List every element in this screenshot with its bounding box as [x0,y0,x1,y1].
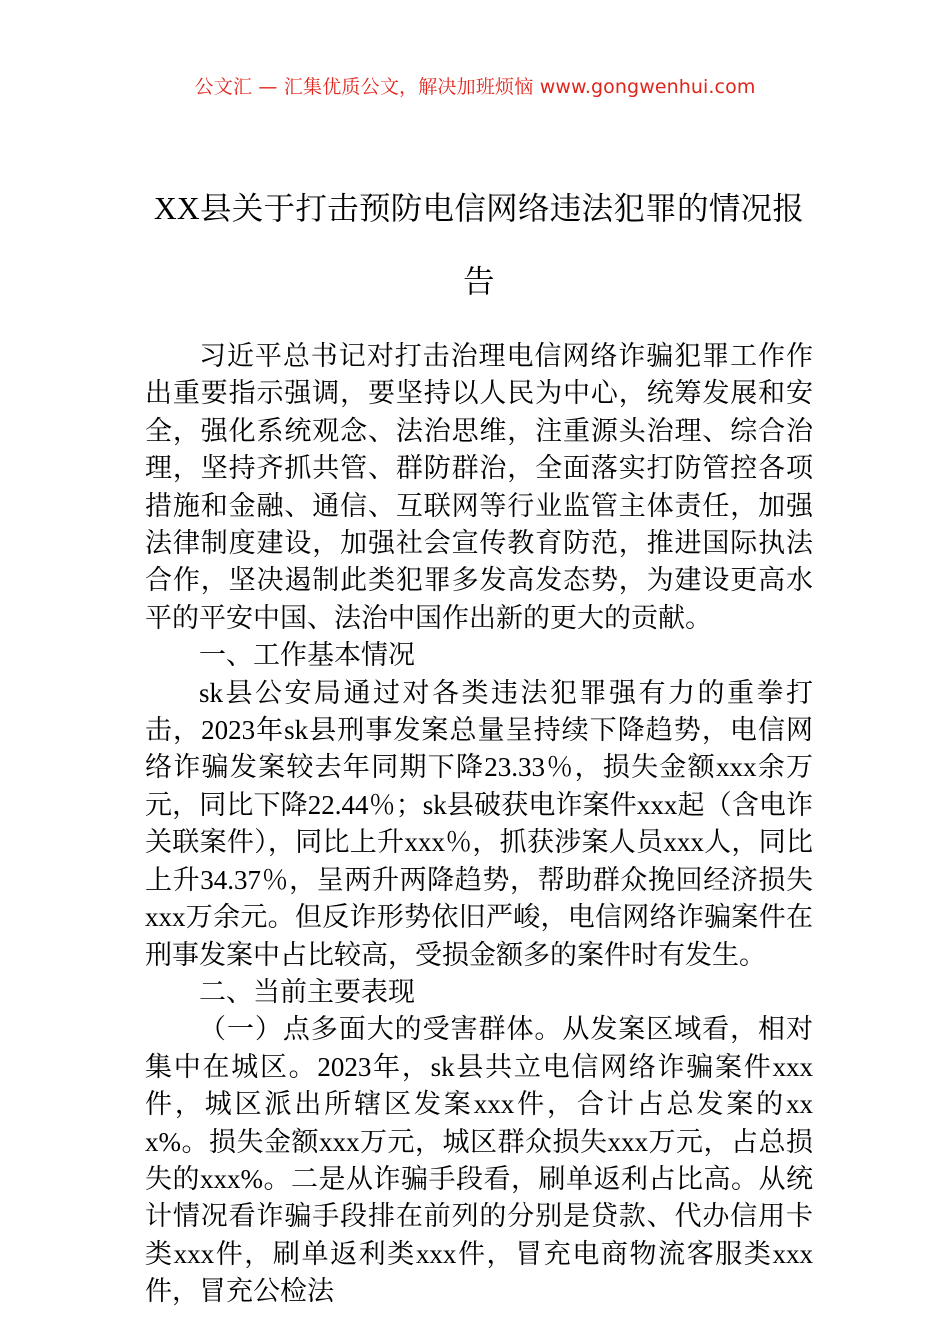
paragraph-preamble: 习近平总书记对打击治理电信网络诈骗犯罪工作作出重要指示强调，要坚持以人民为中心，统筹发展和安全，强化系统观念、法治思维，注重源头治理、综合治理，坚持齐抓共管、群防群治，全面落实打防管控各项措施和金融、通信、互联网等行业监管主体责任，加强法律制度建设，加强社会宣传教育防范，推进国际执法合作，坚决遏制此类犯罪多发高发态势，为建设更高水平的平安中国、法治中国作出新的更大的贡献。 [145,341,813,633]
document-body [145,338,813,1311]
site-watermark-header [0,78,950,97]
site-brand-text: 公文汇 — 汇集优质公文，解决加班烦恼 [194,76,534,98]
document-title: XX县关于打击预防电信网络违法犯罪的情况报告 [153,191,805,299]
section-heading-one: 一、工作基本情况 [199,640,415,671]
paragraph-section-two-item-one: （一）点多面大的受害群体。从发案区域看，相对集中在城区。2023年，sk县共立电信网络诈骗案件xxx件，城区派出所辖区发案xxx件，合计占总发案的xxx%。损失金额xxx万元，城区群众损失xxx万元，占总损失的xxx%。二是从诈骗手段看，刷单返利占比高。从统计情况看诈骗手段排在前列的分别是贷款、代办信用卡类xxx件，刷单返利类xxx件，冒充电商物流客服类xxx件，冒充公检法 [145,1014,813,1307]
paragraph-section-one-body: sk县公安局通过对各类违法犯罪强有力的重拳打击，2023年sk县刑事发案总量呈持续下降趋势，电信网络诈骗发案较去年同期下降23.33％，损失金额xxx余万元，同比下降22.44％；sk县破获电诈案件xxx起（含电诈关联案件），同比上升xxx％，抓获涉案人员xxx人，同比上升34.37％，呈两升两降趋势，帮助群众挽回经济损失xxx万余元。但反诈形势依旧严峻，电信网络诈骗案件在刑事发案中占比较高，受损金额多的案件时有发生。 [145,677,813,970]
site-url-text: www.gongwenhui.com [539,76,756,98]
section-heading-two: 二、当前主要表现 [199,976,415,1007]
